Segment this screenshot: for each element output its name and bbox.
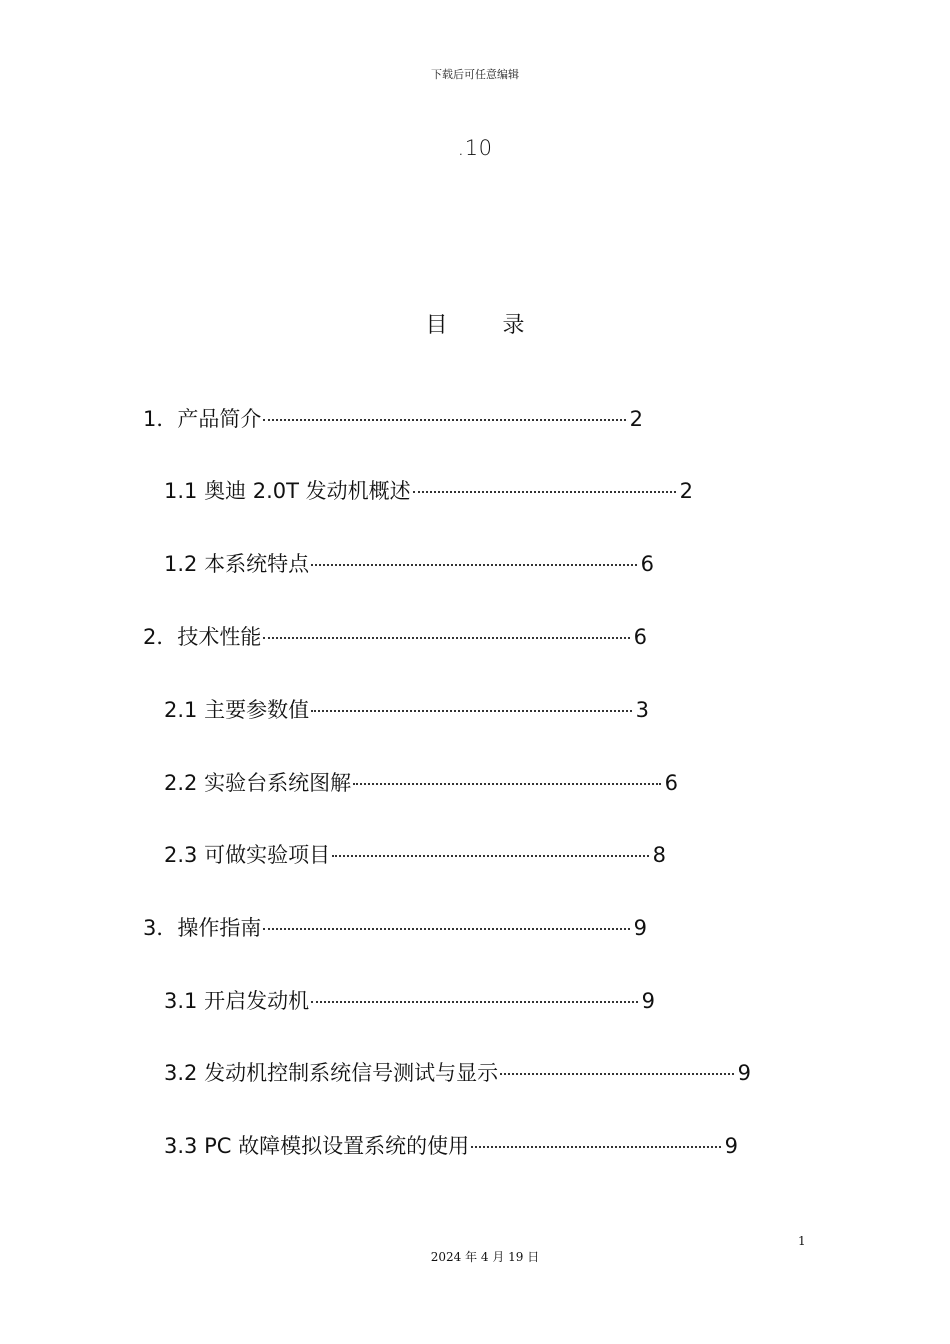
toc-entry-2-3[interactable] [164, 840, 666, 870]
toc-dot-leader [263, 924, 629, 930]
toc-entry-3[interactable] [143, 913, 647, 943]
toc-dot-leader [332, 851, 649, 857]
toc-dot-leader [311, 706, 632, 712]
toc-entry-label: 3.1 开启发动机 [164, 989, 310, 1013]
toc-entry-label: 2．技术性能 [143, 625, 262, 649]
toc-entry-3-3[interactable] [164, 1131, 738, 1161]
toc-entry-page: 9 [737, 1061, 751, 1085]
toc-entry-3-1[interactable] [164, 986, 655, 1016]
toc-entry-page: 8 [652, 843, 666, 867]
toc-title: 目 录 [425, 313, 549, 338]
toc-dot-leader [311, 560, 637, 566]
toc-dot-leader [471, 1142, 721, 1148]
page-number: 1 [798, 1234, 806, 1248]
toc-entry-page: 9 [633, 916, 647, 940]
toc-dot-leader [263, 633, 629, 639]
toc-entry-page: 2 [679, 479, 693, 503]
toc-entry-1[interactable] [143, 404, 643, 434]
toc-entry-label: 3．操作指南 [143, 916, 262, 940]
toc-entry-2[interactable] [143, 622, 647, 652]
toc-entry-1-1[interactable] [164, 476, 693, 506]
toc-entry-page: 9 [724, 1134, 738, 1158]
toc-entry-page: 6 [640, 552, 654, 576]
toc-entry-label: 1．产品简介 [143, 407, 262, 431]
toc-entry-label: 3.2 发动机控制系统信号测试与显示 [164, 1061, 499, 1085]
toc-entry-page: 6 [633, 625, 647, 649]
toc-entry-1-2[interactable] [164, 549, 654, 579]
toc-entry-2-1[interactable] [164, 695, 649, 725]
toc-entry-label: 1.2 本系统特点 [164, 552, 310, 576]
toc-entry-label: 1.1 奥迪 2.0T 发动机概述 [164, 479, 411, 503]
toc-entry-label: 2.2 实验台系统图解 [164, 771, 352, 795]
toc-entry-3-2[interactable] [164, 1058, 751, 1088]
toc-entry-page: 2 [629, 407, 643, 431]
toc-entry-label: 2.1 主要参数值 [164, 698, 310, 722]
toc-entry-label: 2.3 可做实验项目 [164, 843, 331, 867]
toc-entry-page: 3 [635, 698, 649, 722]
toc-dot-leader [263, 415, 625, 421]
toc-dot-leader [353, 779, 661, 785]
toc-entry-2-2[interactable] [164, 768, 678, 798]
toc-dot-leader [311, 997, 638, 1003]
toc-entry-page: 9 [641, 989, 655, 1013]
footer-date: 2024 年 4 月 19 日 [430, 1250, 540, 1264]
toc-entry-page: 6 [664, 771, 678, 795]
toc-dot-leader [500, 1069, 734, 1075]
toc-dot-leader [413, 487, 676, 493]
toc-entry-label: 3.3 PC 故障模拟设置系统的使用 [164, 1134, 470, 1158]
document-subtitle: .10 [457, 136, 493, 160]
header-note: 下载后可任意编辑 [431, 68, 519, 81]
